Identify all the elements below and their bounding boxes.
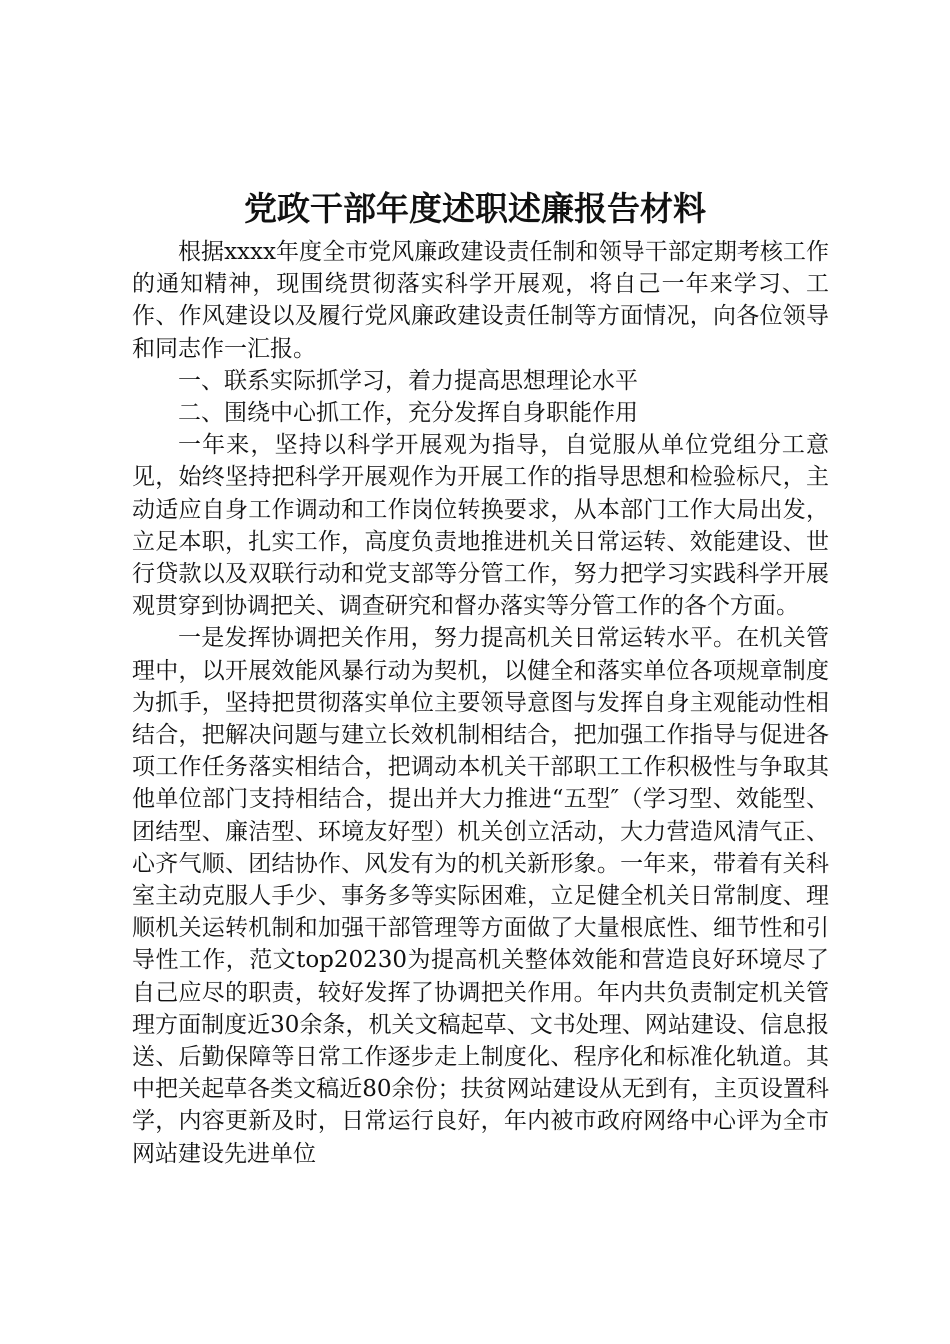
work-overview-paragraph: 一年来，坚持以科学开展观为指导，自觉服从单位党组分工意见，始终坚持把科学开展观作为开展工作的指导思想和检验标尺，主动适应自身工作调动和工作岗位转换要求，从本部门工作大局出发，立足本职，扎实工作，高度负责地推进机关日常运转、效能建设、世行贷款以及双联行动和党支部等分管工作，努力把学习实践科学开展观贯穿到协调把关、调查研究和督办落实等分管工作的各个方面。 bbox=[132, 432, 829, 620]
coordination-paragraph: 一是发挥协调把关作用，努力提高机关日常运转水平。在机关管理中，以开展效能风暴行动为契机，以健全和落实单位各项规章制度为抓手，坚持把贯彻落实单位主要领导意图与发挥自身主观能动性相结合，把解决问题与建立长效机制相结合，把加强工作指导与促进各项工作任务落实相结合，把调动本机关干部职工工作积极性与争取其他单位部门支持相结合，提出并大力推进“五型″（学习型、效能型、团结型、廉洁型、环境友好型）机关创立活动，大力营造风清气正、心齐气顺、团结协作、风发有为的机关新形象。一年来，带着有关科室主动克服人手少、事务多等实际困难，立足健全机关日常制度、理顺机关运转机制和加强干部管理等方面做了大量根底性、细节性和引导性工作，范文top20230为提高机关整体效能和营造良好环境尽了自己应尽的职责，较好发挥了协调把关作用。年内共负责制定机关管理方面制度近30余条，机关文稿起草、文书处理、网站建设、信息报送、后勤保障等日常工作逐步走上制度化、程序化和标准化轨道。其中把关起草各类文稿近80余份；扶贫网站建设从无到有，主页设置科学，内容更新及时，日常运行良好，年内被市政府网络中心评为全市网站建设先进单位 bbox=[132, 625, 829, 1167]
intro-paragraph: 根据xxxx年度全市党风廉政建设责任制和领导干部定期考核工作的通知精神，现围绕贯彻落实科学开展观，将自己一年来学习、工作、作风建设以及履行党风廉政建设责任制等方面情况，向各位领导和同志作一汇报。 bbox=[132, 239, 829, 362]
document-body bbox=[132, 236, 829, 1170]
document-title: 党政干部年度述职述廉报告材料 bbox=[244, 189, 706, 228]
section-heading-1: 一、联系实际抓学习，着力提高思想理论水平 bbox=[178, 367, 638, 394]
section-heading-2: 二、围绕中心抓工作，充分发挥自身职能作用 bbox=[178, 400, 638, 427]
